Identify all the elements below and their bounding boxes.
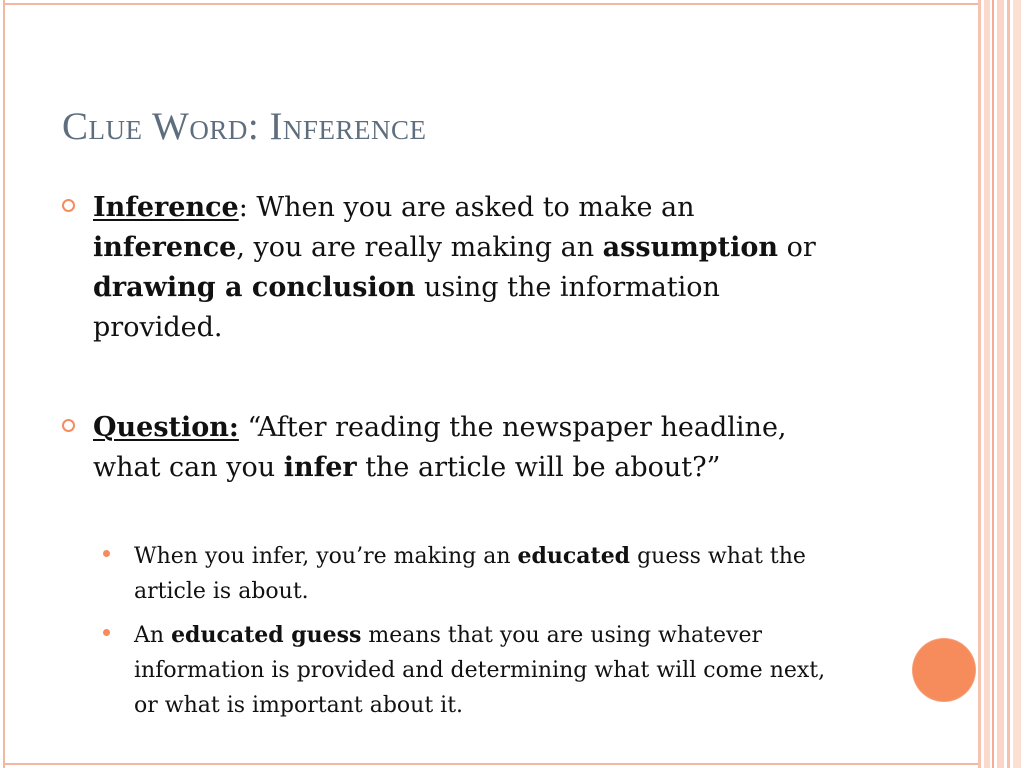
frame-top-line — [3, 3, 978, 5]
text-run: guess what the article is about. — [134, 544, 806, 604]
text-run: When you infer, you’re making an — [134, 544, 518, 569]
decorative-stripe — [992, 0, 994, 768]
sub-bullet-text — [134, 618, 848, 723]
bold-run: infer — [283, 452, 357, 483]
bold-run: educated guess — [171, 622, 362, 648]
bullet-dot-icon — [103, 629, 110, 636]
decorative-stripe — [978, 0, 981, 768]
slide-title: Clue Word: Inference — [62, 105, 427, 148]
bold-run: educated — [517, 543, 631, 569]
sub-bullet-item — [103, 618, 848, 723]
sub-bullet-text — [134, 539, 848, 609]
bullet-text — [93, 188, 852, 348]
bold-run: inference — [93, 232, 237, 263]
bullet-item-inference — [62, 188, 852, 348]
frame-bottom-line — [3, 763, 978, 765]
term-inference: Inference — [93, 192, 239, 223]
text-run: An — [134, 623, 172, 648]
bullet-text — [93, 408, 852, 488]
sub-bullet-item — [103, 539, 848, 609]
bold-run: assumption — [602, 232, 779, 263]
bullet-ring-icon — [62, 199, 75, 212]
text-run: , you are really making an — [236, 232, 603, 263]
bold-run: drawing a conclusion — [93, 272, 416, 303]
decorative-stripe — [997, 0, 1004, 768]
decorative-stripe — [1007, 0, 1010, 768]
text-run: the article will be about?” — [356, 452, 721, 483]
frame-left-line — [3, 0, 5, 768]
bullet-ring-icon — [62, 419, 75, 432]
text-run: or — [778, 232, 816, 263]
text-run: using the information provided. — [93, 272, 720, 343]
decorative-stripe — [984, 0, 990, 768]
decorative-circle — [913, 639, 975, 701]
decorative-stripe — [1013, 0, 1021, 768]
text-run: means that you are using whatever information is provided and determining what will come next, or what is important about it. — [134, 623, 826, 718]
term-question: Question: — [93, 412, 239, 443]
text-run: When you are asked to make an — [247, 192, 695, 223]
bullet-item-question — [62, 408, 852, 488]
term-suffix: : — [238, 192, 248, 223]
text-run: “After reading the newspaper headline, what can you — [93, 412, 787, 483]
bullet-dot-icon — [103, 550, 110, 557]
